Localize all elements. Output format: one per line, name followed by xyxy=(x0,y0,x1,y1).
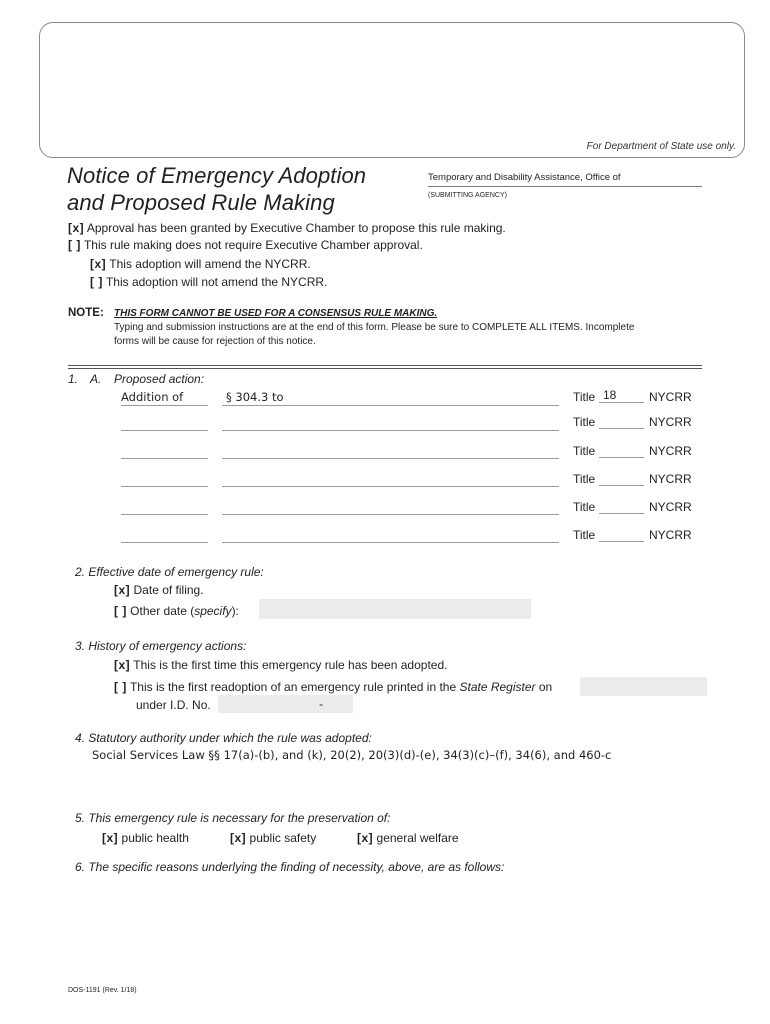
history-option-first-time[interactable] xyxy=(114,658,447,672)
readoption-text-register: State Register xyxy=(459,680,536,694)
adoption-option-not-amend[interactable] xyxy=(90,275,327,289)
approval-not-required-text: This rule making does not require Executive Chamber approval. xyxy=(83,238,423,252)
title-label-1: Title xyxy=(573,390,596,404)
note-instructions-line2: forms will be cause for rejection of this notice. xyxy=(114,336,316,347)
readoption-text-a: This is the first readoption of an emergency rule printed in the xyxy=(129,680,457,694)
action-underline-6 xyxy=(121,542,208,543)
checkbox-adoption-amend[interactable]: [x] xyxy=(90,257,107,271)
agency-caption: (SUBMITTING AGENCY) xyxy=(428,192,507,199)
section-underline-6 xyxy=(222,542,559,543)
section6-heading: 6. The specific reasons underlying the finding of necessity, above, are as follows: xyxy=(75,860,505,874)
date-of-filing-text: Date of filing. xyxy=(133,583,204,597)
adoption-not-amend-text: This adoption will not amend the NYCRR. xyxy=(105,275,328,289)
section-divider-top xyxy=(68,365,702,366)
title-underline-3 xyxy=(599,457,644,458)
checkbox-date-of-filing[interactable]: [x] xyxy=(114,583,131,597)
other-date-input[interactable] xyxy=(259,599,531,619)
action-underline-4 xyxy=(121,486,208,487)
section-underline-5 xyxy=(222,514,559,515)
other-date-text-a: Other date ( xyxy=(130,604,195,618)
history-option-readoption[interactable] xyxy=(114,680,552,694)
form-title-line2: and Proposed Rule Making xyxy=(67,190,335,215)
checkbox-public-health[interactable]: [x] xyxy=(102,831,119,845)
form-id-footer: DOS-1191 (Rev. 1/18) xyxy=(68,987,137,994)
title-underline-2 xyxy=(599,428,644,429)
first-time-text: This is the first time this emergency rule has been adopted. xyxy=(133,658,448,672)
nycrr-label-5: NYCRR xyxy=(649,500,692,514)
section-underline-3 xyxy=(222,458,559,459)
general-welfare-text: general welfare xyxy=(376,831,459,845)
checkbox-readoption[interactable]: [ ] xyxy=(114,680,127,694)
dept-use-label: For Department of State use only. xyxy=(586,141,736,152)
effective-date-option-filing[interactable] xyxy=(114,583,204,597)
checkbox-public-safety[interactable]: [x] xyxy=(230,831,247,845)
preservation-general-welfare[interactable] xyxy=(357,831,459,845)
title-number-1[interactable]: 18 xyxy=(603,388,617,402)
title-label-6: Title xyxy=(573,528,596,542)
section-divider-bottom xyxy=(68,368,702,369)
section-underline-4 xyxy=(222,486,559,487)
preservation-public-safety[interactable] xyxy=(230,831,316,845)
section-field-1[interactable]: § 304.3 to xyxy=(226,390,284,404)
form-title-line1: Notice of Emergency Adoption xyxy=(67,163,367,188)
section4-heading: 4. Statutory authority under which the rule was adopted: xyxy=(75,731,372,745)
action-field-1[interactable]: Addition of xyxy=(121,390,184,404)
title-underline-5 xyxy=(599,513,644,514)
nycrr-label-4: NYCRR xyxy=(649,472,692,486)
checkbox-approval-granted[interactable]: [x] xyxy=(68,221,85,235)
section1-heading: Proposed action: xyxy=(114,372,205,386)
other-date-text-c: ): xyxy=(231,604,239,618)
nycrr-label-1: NYCRR xyxy=(649,390,692,404)
section-underline-2 xyxy=(222,430,559,431)
section5-heading: 5. This emergency rule is necessary for the preservation of: xyxy=(75,811,391,825)
action-underline-5 xyxy=(121,514,208,515)
agency-name-field[interactable]: Temporary and Disability Assistance, Office of xyxy=(428,172,621,183)
checkbox-first-time[interactable]: [x] xyxy=(114,658,131,672)
dept-use-box xyxy=(39,22,745,158)
checkbox-approval-not-required[interactable]: [ ] xyxy=(68,238,81,252)
statutory-authority-field[interactable]: Social Services Law §§ 17(a)-(b), and (k), 20(2), 20(3)(d)-(e), 34(3)(c)–(f), 34(6), and 460-c xyxy=(92,748,612,762)
title-label-3: Title xyxy=(573,444,596,458)
checkbox-adoption-not-amend[interactable]: [ ] xyxy=(90,275,103,289)
nycrr-label-6: NYCRR xyxy=(649,528,692,542)
adoption-option-amend[interactable] xyxy=(90,257,311,271)
nycrr-label-3: NYCRR xyxy=(649,444,692,458)
adoption-amend-text: This adoption will amend the NYCRR. xyxy=(109,257,311,271)
id-number-dash: - xyxy=(319,697,323,711)
title-label-4: Title xyxy=(573,472,596,486)
approval-granted-text: Approval has been granted by Executive Chamber to propose this rule making. xyxy=(86,221,506,235)
section3-heading: 3. History of emergency actions: xyxy=(75,639,247,653)
readoption-text-on: on xyxy=(538,680,553,694)
action-underline-2 xyxy=(121,430,208,431)
section1-number: 1. xyxy=(68,372,79,386)
id-number-input[interactable] xyxy=(218,695,353,713)
readoption-date-input[interactable] xyxy=(580,677,707,696)
public-safety-text: public safety xyxy=(249,831,317,845)
section-underline-1 xyxy=(222,405,559,406)
public-health-text: public health xyxy=(121,831,189,845)
preservation-public-health[interactable] xyxy=(102,831,189,845)
agency-underline xyxy=(428,186,702,187)
title-underline-6 xyxy=(599,541,644,542)
id-number-label: under I.D. No. xyxy=(136,698,211,712)
action-underline-1 xyxy=(121,405,208,406)
title-underline-1 xyxy=(599,402,644,403)
effective-date-option-other[interactable] xyxy=(114,604,239,618)
note-warning: THIS FORM CANNOT BE USED FOR A CONSENSUS RULE MAKING. xyxy=(114,308,438,319)
action-underline-3 xyxy=(121,458,208,459)
checkbox-general-welfare[interactable]: [x] xyxy=(357,831,374,845)
section1-letter: A. xyxy=(90,372,102,386)
section2-heading: 2. Effective date of emergency rule: xyxy=(75,565,264,579)
note-instructions-line1: Typing and submission instructions are at the end of this form. Please be sure to COMPLETE ALL ITEMS. Incomplete xyxy=(114,322,635,333)
other-date-text-specify: specify xyxy=(194,604,232,618)
title-label-2: Title xyxy=(573,415,596,429)
title-label-5: Title xyxy=(573,500,596,514)
approval-option-not-required[interactable] xyxy=(68,238,423,252)
checkbox-other-date[interactable]: [ ] xyxy=(114,604,127,618)
nycrr-label-2: NYCRR xyxy=(649,415,692,429)
approval-option-granted[interactable] xyxy=(68,221,506,235)
title-underline-4 xyxy=(599,485,644,486)
note-label: NOTE: xyxy=(68,307,104,319)
